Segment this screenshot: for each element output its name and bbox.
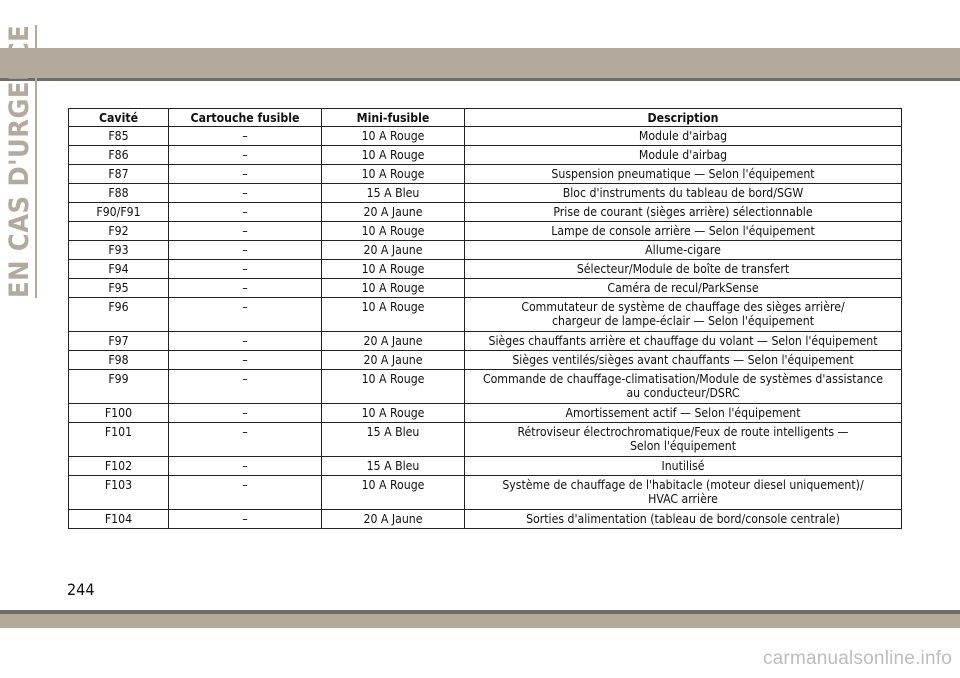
table-row — [69, 241, 902, 260]
cell-cavity: F96 — [69, 298, 169, 332]
page-number: 244 — [67, 580, 95, 599]
cell-mini-fuse: 20 A Jaune — [322, 241, 465, 260]
cell-cartridge-fuse: – — [169, 351, 322, 370]
description-line: Bloc d'instruments du tableau de bord/SGW — [562, 186, 804, 200]
cell-cavity: F86 — [69, 146, 169, 165]
cell-mini-fuse: 15 A Bleu — [322, 423, 465, 457]
cell-cavity: F103 — [69, 476, 169, 510]
cell-cavity: F93 — [69, 241, 169, 260]
cell-description — [465, 510, 902, 529]
cell-cartridge-fuse: – — [169, 241, 322, 260]
watermark-link[interactable]: carmanualsonline.info — [762, 648, 952, 669]
cell-cartridge-fuse: – — [169, 298, 322, 332]
table-row — [69, 370, 902, 404]
description-line: Prise de courant (sièges arrière) sélectionnable — [553, 205, 813, 219]
cell-cavity: F97 — [69, 332, 169, 351]
cell-mini-fuse: 10 A Rouge — [322, 165, 465, 184]
cell-description — [465, 165, 902, 184]
cell-mini-fuse: 20 A Jaune — [322, 332, 465, 351]
header-description: Description — [465, 109, 902, 127]
cell-cavity: F95 — [69, 279, 169, 298]
table-row — [69, 476, 902, 510]
cell-mini-fuse: 15 A Bleu — [322, 184, 465, 203]
cell-description — [465, 260, 902, 279]
cell-description — [465, 457, 902, 476]
cell-description — [465, 476, 902, 510]
cell-cartridge-fuse: – — [169, 146, 322, 165]
fuse-table — [68, 108, 902, 529]
cell-cartridge-fuse: – — [169, 332, 322, 351]
cell-cartridge-fuse: – — [169, 279, 322, 298]
section-title: EN CAS D'URGENCE — [4, 24, 35, 298]
table-row — [69, 404, 902, 423]
table-row — [69, 279, 902, 298]
cell-cartridge-fuse: – — [169, 457, 322, 476]
cell-cavity: F85 — [69, 127, 169, 146]
table-row — [69, 203, 902, 222]
header-cavity: Cavité — [69, 109, 169, 127]
description-line: au conducteur/DSRC — [626, 386, 740, 400]
cell-mini-fuse: 20 A Jaune — [322, 203, 465, 222]
table-row — [69, 127, 902, 146]
cell-cavity: F102 — [69, 457, 169, 476]
cell-cavity: F101 — [69, 423, 169, 457]
cell-description — [465, 222, 902, 241]
cell-mini-fuse: 20 A Jaune — [322, 351, 465, 370]
table-row — [69, 165, 902, 184]
header-cartridge-fuse: Cartouche fusible — [169, 109, 322, 127]
description-line: Rétroviseur électrochromatique/Feux de route intelligents — — [517, 425, 849, 439]
description-line: HVAC arrière — [648, 492, 718, 506]
cell-cavity: F88 — [69, 184, 169, 203]
cell-cartridge-fuse: – — [169, 127, 322, 146]
cell-mini-fuse: 10 A Rouge — [322, 222, 465, 241]
table-row — [69, 423, 902, 457]
cell-cartridge-fuse: – — [169, 260, 322, 279]
cell-cartridge-fuse: – — [169, 165, 322, 184]
cell-mini-fuse: 15 A Bleu — [322, 457, 465, 476]
cell-cavity: F100 — [69, 404, 169, 423]
description-line: Allume-cigare — [645, 243, 721, 257]
cell-description — [465, 351, 902, 370]
table-row — [69, 332, 902, 351]
cell-mini-fuse: 20 A Jaune — [322, 510, 465, 529]
description-line: Module d'airbag — [638, 148, 728, 162]
cell-cavity: F98 — [69, 351, 169, 370]
description-line: Suspension pneumatique — Selon l'équipement — [551, 167, 815, 181]
description-line: Sièges chauffants arrière et chauffage du volant — Selon l'équipement — [488, 334, 878, 348]
cell-mini-fuse: 10 A Rouge — [322, 146, 465, 165]
description-line: Commande de chauffage-climatisation/Module de systèmes d'assistance — [482, 372, 884, 386]
cell-cartridge-fuse: – — [169, 510, 322, 529]
fuse-table-body — [69, 127, 902, 529]
description-line: Sorties d'alimentation (tableau de bord/console centrale) — [526, 512, 840, 526]
cell-cavity: F94 — [69, 260, 169, 279]
cell-cavity: F92 — [69, 222, 169, 241]
table-row — [69, 351, 902, 370]
table-header-row — [69, 109, 902, 127]
cell-mini-fuse: 10 A Rouge — [322, 127, 465, 146]
cell-description — [465, 184, 902, 203]
description-line: Sélecteur/Module de boîte de transfert — [576, 262, 790, 276]
cell-cartridge-fuse: – — [169, 476, 322, 510]
description-line: Module d'airbag — [638, 129, 728, 143]
cell-description — [465, 127, 902, 146]
cell-description — [465, 146, 902, 165]
table-row — [69, 457, 902, 476]
cell-mini-fuse: 10 A Rouge — [322, 404, 465, 423]
cell-cartridge-fuse: – — [169, 423, 322, 457]
cell-cavity: F90/F91 — [69, 203, 169, 222]
description-line: Sièges ventilés/sièges avant chauffants — Selon l'équipement — [512, 353, 854, 367]
description-line: Selon l'équipement — [629, 439, 737, 453]
header-mini-fuse: Mini-fusible — [322, 109, 465, 127]
top-band — [0, 48, 960, 78]
table-row — [69, 146, 902, 165]
cell-description — [465, 279, 902, 298]
cell-cartridge-fuse: – — [169, 404, 322, 423]
cell-cartridge-fuse: – — [169, 203, 322, 222]
table-row — [69, 184, 902, 203]
description-line: chargeur de lampe-éclair — Selon l'équipement — [551, 314, 815, 328]
cell-description — [465, 203, 902, 222]
cell-mini-fuse: 10 A Rouge — [322, 260, 465, 279]
cell-description — [465, 423, 902, 457]
cell-cavity: F99 — [69, 370, 169, 404]
cell-mini-fuse: 10 A Rouge — [322, 370, 465, 404]
cell-cartridge-fuse: – — [169, 184, 322, 203]
cell-mini-fuse: 10 A Rouge — [322, 298, 465, 332]
cell-mini-fuse: 10 A Rouge — [322, 279, 465, 298]
cell-description — [465, 404, 902, 423]
description-line: Commutateur de système de chauffage des sièges arrière/ — [521, 300, 845, 314]
cell-cavity: F104 — [69, 510, 169, 529]
description-line: Système de chauffage de l'habitacle (moteur diesel uniquement)/ — [502, 478, 864, 492]
table-row — [69, 222, 902, 241]
cell-description — [465, 241, 902, 260]
cell-description — [465, 370, 902, 404]
top-rule — [0, 78, 960, 81]
table-row — [69, 298, 902, 332]
description-line: Amortissement actif — Selon l'équipement — [565, 406, 801, 420]
cell-cavity: F87 — [69, 165, 169, 184]
description-line: Lampe de console arrière — Selon l'équipement — [551, 224, 815, 238]
cell-mini-fuse: 10 A Rouge — [322, 476, 465, 510]
cell-cartridge-fuse: – — [169, 370, 322, 404]
table-row — [69, 260, 902, 279]
table-row — [69, 510, 902, 529]
cell-description — [465, 332, 902, 351]
cell-cartridge-fuse: – — [169, 222, 322, 241]
description-line: Caméra de recul/ParkSense — [607, 281, 759, 295]
cell-description — [465, 298, 902, 332]
bottom-band — [0, 614, 960, 628]
description-line: Inutilisé — [661, 459, 705, 473]
